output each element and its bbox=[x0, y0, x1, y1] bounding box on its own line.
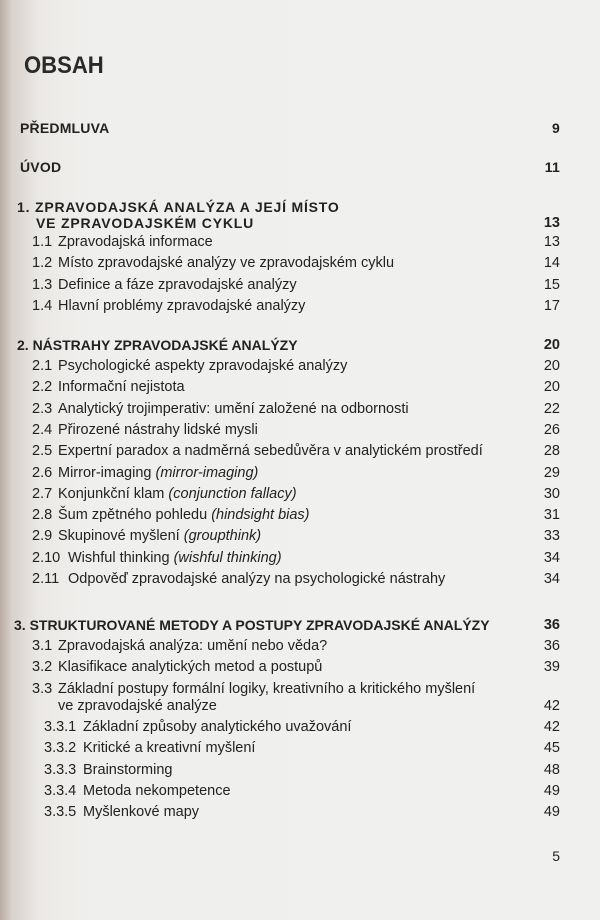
section-page: 20 bbox=[543, 358, 560, 374]
section-title-english: (hindsight bias) bbox=[211, 507, 310, 524]
section-number: 3.3.3 bbox=[44, 761, 77, 778]
section-title-text: Místo zpravodajské analýzy ve zpravodajském cyklu bbox=[58, 255, 395, 272]
toc-section-3-1[interactable] bbox=[0, 636, 600, 656]
section-title bbox=[58, 636, 327, 656]
section-title-text: Brainstorming bbox=[83, 761, 173, 778]
section-title-text: Klasifikace analytických metod a postupů bbox=[58, 659, 323, 676]
section-number: 2.5 bbox=[32, 443, 53, 460]
section-page: 42 bbox=[543, 718, 560, 735]
section-title-text: Základní postupy formální logiky, kreativního a kritického myšlení bbox=[58, 680, 476, 697]
section-number: 2.6 bbox=[32, 464, 53, 481]
page-number: 5 bbox=[552, 848, 560, 864]
section-page: 33 bbox=[543, 528, 560, 545]
toc-section-2-3[interactable] bbox=[0, 399, 600, 419]
section-number: 3.3 bbox=[32, 680, 53, 697]
toc-section-1-3[interactable] bbox=[0, 275, 600, 295]
section-page: 48 bbox=[543, 761, 560, 778]
section-page: 28 bbox=[543, 443, 560, 460]
toc-section-1-2[interactable] bbox=[0, 253, 600, 273]
section-number: 3.3.2 bbox=[44, 740, 77, 757]
section-title bbox=[58, 232, 213, 252]
section-title bbox=[58, 399, 409, 419]
chapter-page: 20 bbox=[543, 337, 560, 353]
section-title-english: (mirror-imaging) bbox=[155, 464, 259, 481]
section-page: 13 bbox=[543, 234, 560, 250]
section-title-text: Přirozené nástrahy lidské mysli bbox=[58, 421, 258, 438]
section-title bbox=[83, 802, 199, 822]
section-number: 2.9 bbox=[32, 528, 53, 545]
section-number: 2.1 bbox=[32, 358, 53, 374]
entry-label: PŘEDMLUVA bbox=[20, 120, 110, 136]
section-page: 42 bbox=[543, 697, 560, 714]
toc-section-2-11[interactable] bbox=[0, 569, 600, 589]
section-title-text: Konjunkční klam bbox=[58, 485, 165, 502]
section-title-text: Šum zpětného pohledu bbox=[58, 507, 208, 524]
toc-title: OBSAH bbox=[24, 52, 104, 79]
section-title-text: Wishful thinking bbox=[68, 549, 170, 566]
section-page: 36 bbox=[543, 638, 560, 654]
section-title bbox=[58, 484, 297, 504]
toc-section-1-4[interactable] bbox=[0, 296, 600, 316]
toc-section-2-7[interactable] bbox=[0, 484, 600, 504]
section-title bbox=[68, 548, 282, 568]
section-title bbox=[58, 463, 258, 483]
section-title bbox=[58, 420, 258, 440]
chapter-page: 13 bbox=[543, 215, 560, 231]
section-page: 14 bbox=[543, 255, 560, 272]
toc-section-3-3-5[interactable] bbox=[0, 802, 600, 822]
toc-section-3-2[interactable] bbox=[0, 657, 600, 677]
section-number: 3.2 bbox=[32, 659, 53, 676]
toc-section-3-3-4[interactable] bbox=[0, 781, 600, 801]
section-title bbox=[58, 296, 305, 316]
section-title-english: (groupthink) bbox=[183, 528, 262, 545]
section-title bbox=[83, 738, 255, 758]
section-page: 15 bbox=[543, 276, 560, 293]
section-number: 3.3.1 bbox=[44, 718, 77, 735]
chapter-page: 36 bbox=[543, 617, 560, 633]
section-title bbox=[58, 657, 322, 677]
section-title bbox=[58, 356, 347, 376]
section-title-english: (wishful thinking) bbox=[173, 549, 282, 566]
section-number: 2.10 bbox=[32, 549, 61, 566]
toc-section-2-4[interactable] bbox=[0, 420, 600, 440]
toc-section-2-10[interactable] bbox=[0, 548, 600, 568]
toc-section-2-5[interactable] bbox=[0, 441, 600, 461]
section-page: 34 bbox=[543, 571, 560, 587]
section-title-text: Hlavní problémy zpravodajské analýzy bbox=[58, 297, 306, 314]
section-title-text: Definice a fáze zpravodajské analýzy bbox=[58, 276, 297, 293]
section-page: 31 bbox=[543, 507, 560, 524]
section-number: 2.11 bbox=[32, 571, 60, 587]
section-number: 1.4 bbox=[32, 297, 53, 314]
toc-section-2-9[interactable] bbox=[0, 526, 600, 546]
section-page: 49 bbox=[543, 782, 560, 799]
section-title-text: Metoda nekompetence bbox=[83, 782, 231, 799]
section-page: 26 bbox=[543, 421, 560, 438]
section-title-text: Zpravodajská analýza: umění nebo věda? bbox=[58, 638, 328, 654]
toc-section-2-8[interactable] bbox=[0, 505, 600, 525]
chapter-title: VE ZPRAVODAJSKÉM CYKLU bbox=[36, 215, 255, 231]
chapter-1-heading-line2[interactable] bbox=[0, 213, 600, 233]
section-title bbox=[58, 441, 483, 461]
section-page: 39 bbox=[543, 659, 560, 676]
section-title-text: Analytický trojimperativ: umění založené na odbornosti bbox=[58, 400, 409, 417]
section-title bbox=[58, 526, 261, 546]
section-title bbox=[58, 505, 310, 525]
section-title-text: Myšlenkové mapy bbox=[83, 804, 200, 821]
entry-page: 9 bbox=[552, 120, 560, 136]
toc-section-2-2[interactable] bbox=[0, 377, 600, 397]
section-page: 20 bbox=[543, 379, 560, 396]
toc-entry-uvod[interactable] bbox=[0, 157, 600, 177]
chapter-2-heading[interactable] bbox=[0, 335, 600, 355]
section-title-text: Skupinové myšlení bbox=[58, 528, 180, 545]
toc-section-3-3-2[interactable] bbox=[0, 738, 600, 758]
toc-section-3-3-3[interactable] bbox=[0, 760, 600, 780]
section-title-text: Expertní paradox a nadměrná sebedůvěra v analytickém prostředí bbox=[58, 443, 483, 460]
entry-page: 11 bbox=[544, 159, 560, 175]
toc-section-3-3-1[interactable] bbox=[0, 717, 600, 737]
section-title-text: Zpravodajská informace bbox=[58, 234, 213, 250]
section-title-text: Informační nejistota bbox=[58, 379, 185, 396]
section-title-english: (conjunction fallacy) bbox=[168, 485, 297, 502]
section-number: 1.2 bbox=[32, 255, 53, 272]
section-page: 29 bbox=[543, 464, 560, 481]
section-title bbox=[83, 760, 172, 780]
section-number: 2.2 bbox=[32, 379, 53, 396]
section-title-text: Odpověď zpravodajské analýzy na psychologické nástrahy bbox=[68, 571, 446, 587]
section-page: 34 bbox=[543, 549, 560, 566]
toc-section-2-6[interactable] bbox=[0, 463, 600, 483]
section-number: 2.7 bbox=[32, 485, 53, 502]
section-title bbox=[83, 781, 231, 801]
section-number: 2.8 bbox=[32, 507, 53, 524]
section-title bbox=[68, 569, 445, 589]
section-number: 2.4 bbox=[32, 421, 53, 438]
section-title-text: Mirror-imaging bbox=[58, 464, 152, 481]
section-title bbox=[83, 717, 351, 737]
section-page: 49 bbox=[543, 804, 560, 821]
section-number: 1.3 bbox=[32, 276, 53, 293]
toc-entry-predmluva[interactable] bbox=[0, 118, 600, 138]
chapter-3-heading[interactable] bbox=[0, 615, 600, 635]
section-number: 1.1 bbox=[32, 234, 53, 250]
chapter-title: 3. STRUKTUROVANÉ METODY A POSTUPY ZPRAVODAJSKÉ ANALÝZY bbox=[14, 617, 490, 633]
section-title-line2: ve zpravodajské analýze bbox=[58, 697, 217, 714]
section-number: 2.3 bbox=[32, 400, 53, 417]
section-title-text: Psychologické aspekty zpravodajské analýzy bbox=[58, 358, 348, 374]
section-title bbox=[58, 253, 394, 273]
toc-section-2-1[interactable] bbox=[0, 356, 600, 376]
section-number: 3.1 bbox=[32, 638, 53, 654]
section-page: 30 bbox=[543, 485, 560, 502]
toc-section-3-3[interactable] bbox=[0, 679, 600, 714]
section-title bbox=[58, 377, 185, 397]
section-page: 45 bbox=[543, 740, 560, 757]
section-page: 22 bbox=[543, 400, 560, 417]
chapter-title: 1. ZPRAVODAJSKÁ ANALÝZA A JEJÍ MÍSTO bbox=[17, 199, 340, 215]
section-number: 3.3.4 bbox=[44, 782, 77, 799]
toc-section-1-1[interactable] bbox=[0, 232, 600, 252]
section-title-text: Kritické a kreativní myšlení bbox=[83, 740, 256, 757]
chapter-title: 2. NÁSTRAHY ZPRAVODAJSKÉ ANALÝZY bbox=[17, 337, 298, 353]
section-title-text: Základní způsoby analytického uvažování bbox=[83, 718, 352, 735]
section-page: 17 bbox=[543, 297, 560, 314]
section-title bbox=[58, 275, 297, 295]
entry-label: ÚVOD bbox=[20, 159, 62, 175]
section-number: 3.3.5 bbox=[44, 804, 77, 821]
